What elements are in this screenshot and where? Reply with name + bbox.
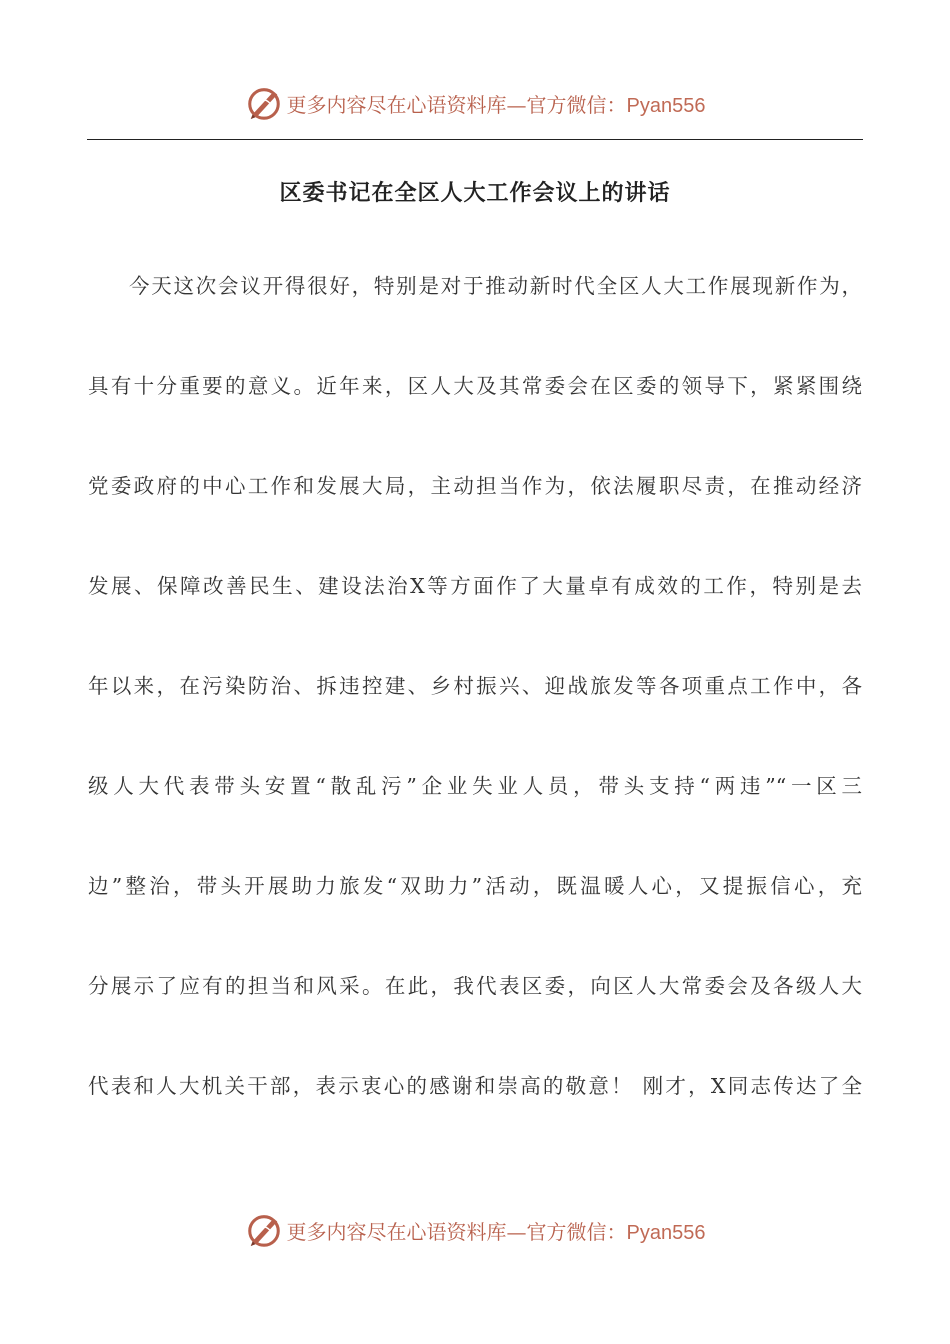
document-title: 区委书记在全区人大工作会议上的讲话 [279,181,671,206]
header-divider [87,139,863,140]
watermark-text: 更多内容尽在心语资料库—官方微信：Pyan556 [286,1219,706,1244]
body-line: 具有十分重要的意义。近年来，区人大及其常委会在区委的领导下，紧紧围绕 [88,374,862,398]
document-body [88,268,862,1168]
body-line: 党委政府的中心工作和发展大局，主动担当作为，依法履职尽责，在推动经济 [88,474,862,498]
footer-watermark [0,1210,950,1250]
body-line: 分展示了应有的担当和风采。在此，我代表区委，向区人大常委会及各级人大 [88,974,862,998]
body-line: 今天这次会议开得很好，特别是对于推动新时代全区人大工作展现新作为， [129,274,862,298]
pen-circle-logo-icon [245,84,283,122]
body-line: 代表和人大机关干部，表示衷心的感谢和崇高的敬意！ 刚才，X同志传达了全 [88,1074,862,1098]
body-line: 发展、保障改善民生、建设法治X等方面作了大量卓有成效的工作，特别是去 [88,574,862,598]
body-line: 边”整治，带头开展助力旅发“双助力”活动，既温暖人心，又提振信心，充 [88,874,862,898]
pen-circle-logo-icon [245,1211,283,1249]
wechat-id: Pyan556 [626,1221,706,1244]
body-line: 级人大代表带头安置“散乱污”企业失业人员，带头支持“两违”“一区三 [88,774,862,798]
body-line: 年以来，在污染防治、拆违控建、乡村振兴、迎战旅发等各项重点工作中，各 [88,674,862,698]
header-watermark [0,83,950,123]
watermark-text: 更多内容尽在心语资料库—官方微信：Pyan556 [286,92,706,117]
wechat-id: Pyan556 [626,94,706,117]
